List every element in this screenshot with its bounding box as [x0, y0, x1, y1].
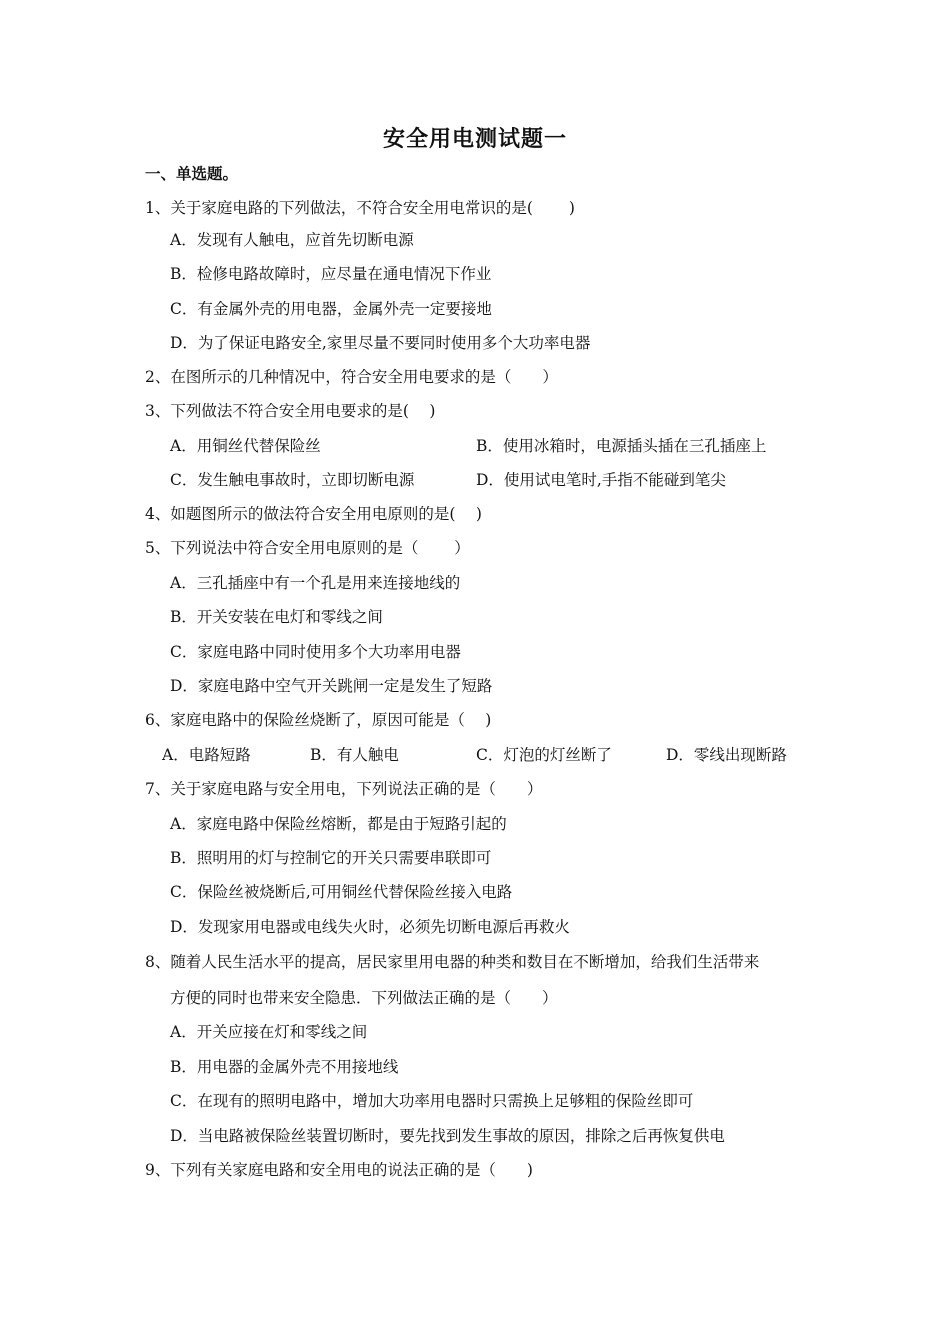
question-2-stem: 2、在图所示的几种情况中，符合安全用电要求的是（ ）	[145, 368, 558, 386]
question-3-option-d: D．使用试电笔时,手指不能碰到笔尖	[476, 471, 726, 489]
question-6-stem: 6、家庭电路中的保险丝烧断了，原因可能是（ )	[145, 711, 492, 729]
question-9-stem: 9、下列有关家庭电路和安全用电的说法正确的是（ )	[145, 1161, 533, 1179]
question-7-stem: 7、关于家庭电路与安全用电，下列说法正确的是（ ）	[145, 780, 543, 798]
question-7-option-a: A．家庭电路中保险丝熔断，都是由于短路引起的	[170, 815, 507, 833]
document-title: 安全用电测试题一	[382, 126, 567, 152]
question-3-option-c: C．发生触电事故时，立即切断电源	[170, 471, 415, 489]
question-1-option-b: B．检修电路故障时，应尽量在通电情况下作业	[170, 265, 492, 283]
question-6-option-d: D．零线出现断路	[666, 746, 787, 764]
question-5-option-d: D．家庭电路中空气开关跳闸一定是发生了短路	[170, 677, 493, 695]
question-7-option-b: B．照明用的灯与控制它的开关只需要串联即可	[170, 849, 492, 867]
question-8-option-b: B．用电器的金属外壳不用接地线	[170, 1058, 399, 1076]
question-1-option-d: D．为了保证电路安全,家里尽量不要同时使用多个大功率电器	[170, 334, 591, 352]
question-8-stem-line-1: 8、随着人民生活水平的提高，居民家里用电器的种类和数目在不断增加，给我们生活带来	[145, 953, 760, 971]
question-3-option-a: A．用铜丝代替保险丝	[170, 437, 321, 455]
question-1-option-c: C．有金属外壳的用电器，金属外壳一定要接地	[170, 300, 492, 318]
question-7-option-d: D．发现家用电器或电线失火时，必须先切断电源后再救火	[170, 918, 570, 936]
question-3-stem: 3、下列做法不符合安全用电要求的是( )	[145, 402, 436, 420]
question-8-option-c: C．在现有的照明电路中，增加大功率用电器时只需换上足够粗的保险丝即可	[170, 1092, 694, 1110]
question-4-stem: 4、如题图所示的做法符合安全用电原则的是( )	[145, 505, 482, 523]
question-3-option-b: B．使用冰箱时，电源插头插在三孔插座上	[476, 437, 767, 455]
question-6-option-b: B．有人触电	[310, 746, 399, 764]
question-1-option-a: A．发现有人触电，应首先切断电源	[170, 231, 414, 249]
question-8-stem-line-2: 方便的同时也带来安全隐患．下列做法正确的是（ ）	[170, 989, 558, 1007]
question-5-option-b: B．开关安装在电灯和零线之间	[170, 608, 383, 626]
question-5-option-a: A．三孔插座中有一个孔是用来连接地线的	[170, 574, 461, 592]
question-7-option-c: C．保险丝被烧断后,可用铜丝代替保险丝接入电路	[170, 883, 513, 901]
question-6-option-c: C．灯泡的灯丝断了	[476, 746, 612, 764]
question-6-option-a: A．电路短路	[162, 746, 251, 764]
question-8-option-d: D．当电路被保险丝装置切断时，要先找到发生事故的原因，排除之后再恢复供电	[170, 1127, 725, 1145]
question-5-option-c: C．家庭电路中同时使用多个大功率用电器	[170, 643, 461, 661]
question-8-option-a: A．开关应接在灯和零线之间	[170, 1023, 368, 1041]
section-heading: 一、单选题。	[145, 164, 239, 183]
question-5-stem: 5、下列说法中符合安全用电原则的是（ ）	[145, 539, 470, 557]
question-1-stem: 1、关于家庭电路的下列做法，不符合安全用电常识的是( )	[145, 199, 575, 217]
